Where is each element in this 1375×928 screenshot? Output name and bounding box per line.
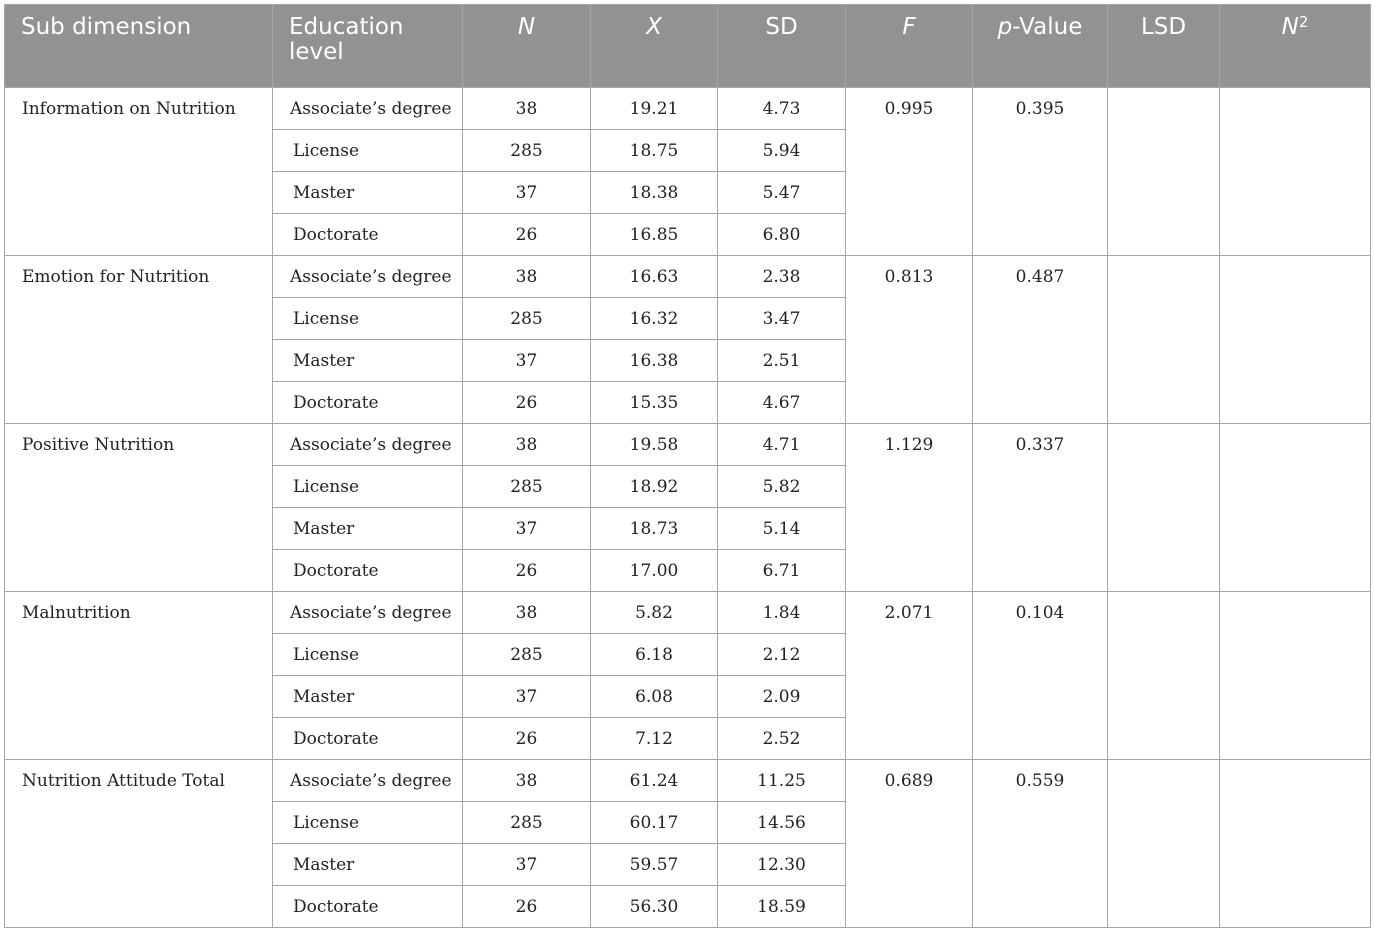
education-level-cell: Associate’s degree [273, 88, 463, 130]
x-cell: 16.85 [591, 214, 718, 256]
header-n2-base: N [1281, 14, 1299, 40]
p-value-cell: 0.395 [973, 88, 1108, 256]
sd-cell: 4.71 [718, 424, 846, 466]
n2-cell [1220, 88, 1371, 256]
education-level-cell: Associate’s degree [273, 256, 463, 298]
education-level-cell: Associate’s degree [273, 592, 463, 634]
sd-cell: 1.84 [718, 592, 846, 634]
education-level-cell: Master [273, 172, 463, 214]
n-cell: 26 [463, 550, 591, 592]
x-cell: 6.18 [591, 634, 718, 676]
lsd-cell [1108, 424, 1220, 592]
education-level-cell: License [273, 802, 463, 844]
education-level-cell: Doctorate [273, 382, 463, 424]
f-cell: 0.689 [846, 760, 973, 928]
sub-dimension-cell: Malnutrition [5, 592, 273, 760]
header-sd: SD [718, 5, 846, 88]
n-cell: 26 [463, 214, 591, 256]
x-cell: 16.32 [591, 298, 718, 340]
x-cell: 5.82 [591, 592, 718, 634]
x-cell: 18.73 [591, 508, 718, 550]
f-cell: 2.071 [846, 592, 973, 760]
header-p-italic: p [997, 14, 1013, 40]
sd-cell: 4.67 [718, 382, 846, 424]
n-cell: 38 [463, 88, 591, 130]
education-level-cell: Master [273, 676, 463, 718]
sd-cell: 11.25 [718, 760, 846, 802]
table-row [5, 256, 1371, 298]
table-row [5, 592, 1371, 634]
n-cell: 38 [463, 592, 591, 634]
education-level-cell: Master [273, 340, 463, 382]
x-cell: 6.08 [591, 676, 718, 718]
sd-cell: 5.82 [718, 466, 846, 508]
header-n-label: N [517, 14, 536, 40]
x-cell: 60.17 [591, 802, 718, 844]
n-cell: 38 [463, 760, 591, 802]
x-cell: 56.30 [591, 886, 718, 928]
sub-dimension-cell: Nutrition Attitude Total [5, 760, 273, 928]
x-cell: 16.63 [591, 256, 718, 298]
x-cell: 18.75 [591, 130, 718, 172]
header-p-value [973, 5, 1108, 88]
n-cell: 285 [463, 130, 591, 172]
sd-cell: 4.73 [718, 88, 846, 130]
x-cell: 7.12 [591, 718, 718, 760]
n-cell: 38 [463, 424, 591, 466]
sd-cell: 18.59 [718, 886, 846, 928]
sd-cell: 3.47 [718, 298, 846, 340]
table-row [5, 760, 1371, 802]
education-level-cell: Doctorate [273, 886, 463, 928]
x-cell: 15.35 [591, 382, 718, 424]
header-x-label: X [646, 14, 662, 40]
lsd-cell [1108, 592, 1220, 760]
n2-cell [1220, 256, 1371, 424]
sd-cell: 14.56 [718, 802, 846, 844]
n2-cell [1220, 424, 1371, 592]
header-p-rest: -Value [1012, 14, 1083, 40]
education-level-cell: Associate’s degree [273, 424, 463, 466]
results-table [4, 4, 1371, 928]
table-row [5, 424, 1371, 466]
education-level-cell: Doctorate [273, 550, 463, 592]
sub-dimension-cell: Emotion for Nutrition [5, 256, 273, 424]
x-cell: 59.57 [591, 844, 718, 886]
sd-cell: 2.38 [718, 256, 846, 298]
n-cell: 26 [463, 382, 591, 424]
header-n2-sup: 2 [1298, 13, 1309, 31]
n-cell: 26 [463, 886, 591, 928]
lsd-cell [1108, 256, 1220, 424]
sub-dimension-cell: Positive Nutrition [5, 424, 273, 592]
sd-cell: 2.09 [718, 676, 846, 718]
n-cell: 285 [463, 466, 591, 508]
education-level-cell: Master [273, 508, 463, 550]
p-value-cell: 0.487 [973, 256, 1108, 424]
header-sub-dimension: Sub dimension [5, 5, 273, 88]
n-cell: 26 [463, 718, 591, 760]
n-cell: 285 [463, 298, 591, 340]
x-cell: 19.21 [591, 88, 718, 130]
education-level-cell: License [273, 634, 463, 676]
p-value-cell: 0.104 [973, 592, 1108, 760]
header-n2 [1220, 5, 1371, 88]
education-level-cell: License [273, 130, 463, 172]
n-cell: 285 [463, 634, 591, 676]
education-level-cell: Doctorate [273, 214, 463, 256]
sd-cell: 6.80 [718, 214, 846, 256]
header-f-label: F [902, 14, 916, 40]
sd-cell: 2.12 [718, 634, 846, 676]
n-cell: 38 [463, 256, 591, 298]
sub-dimension-cell: Information on Nutrition [5, 88, 273, 256]
n2-cell [1220, 760, 1371, 928]
n-cell: 37 [463, 172, 591, 214]
p-value-cell: 0.337 [973, 424, 1108, 592]
f-cell: 1.129 [846, 424, 973, 592]
sd-cell: 5.47 [718, 172, 846, 214]
sd-cell: 2.51 [718, 340, 846, 382]
x-cell: 19.58 [591, 424, 718, 466]
n-cell: 37 [463, 508, 591, 550]
header-education-level: Education level [273, 5, 463, 88]
lsd-cell [1108, 88, 1220, 256]
header-n [463, 5, 591, 88]
n2-cell [1220, 592, 1371, 760]
x-cell: 17.00 [591, 550, 718, 592]
sd-cell: 5.14 [718, 508, 846, 550]
header-f [846, 5, 973, 88]
x-cell: 18.38 [591, 172, 718, 214]
header-x [591, 5, 718, 88]
lsd-cell [1108, 760, 1220, 928]
p-value-cell: 0.559 [973, 760, 1108, 928]
n-cell: 37 [463, 340, 591, 382]
f-cell: 0.813 [846, 256, 973, 424]
table-body [5, 88, 1371, 928]
x-cell: 16.38 [591, 340, 718, 382]
sd-cell: 2.52 [718, 718, 846, 760]
education-level-cell: Doctorate [273, 718, 463, 760]
header-lsd: LSD [1108, 5, 1220, 88]
sd-cell: 5.94 [718, 130, 846, 172]
x-cell: 18.92 [591, 466, 718, 508]
x-cell: 61.24 [591, 760, 718, 802]
sd-cell: 6.71 [718, 550, 846, 592]
education-level-cell: Master [273, 844, 463, 886]
sd-cell: 12.30 [718, 844, 846, 886]
n-cell: 285 [463, 802, 591, 844]
education-level-cell: License [273, 466, 463, 508]
education-level-cell: Associate’s degree [273, 760, 463, 802]
education-level-cell: License [273, 298, 463, 340]
table-row [5, 88, 1371, 130]
n-cell: 37 [463, 676, 591, 718]
n-cell: 37 [463, 844, 591, 886]
f-cell: 0.995 [846, 88, 973, 256]
header-row [5, 5, 1371, 88]
